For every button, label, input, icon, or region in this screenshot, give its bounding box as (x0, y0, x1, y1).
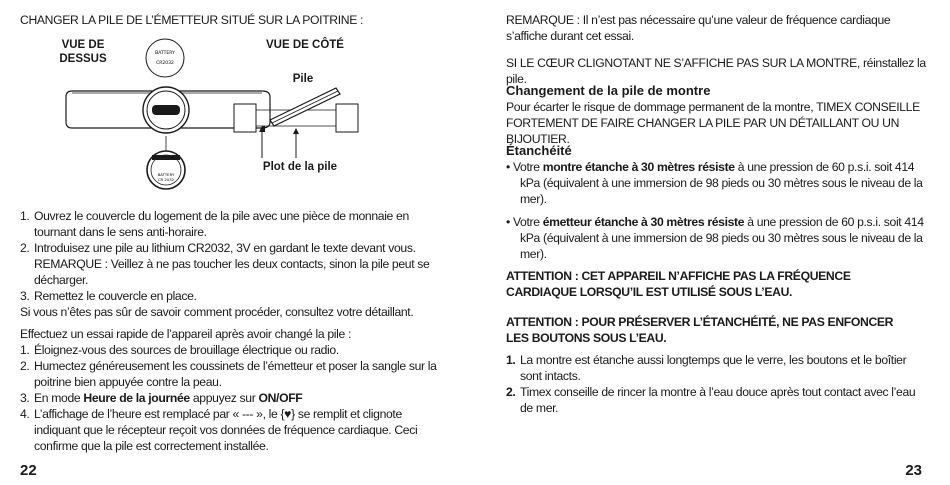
test-step: 4. L’affichage de l’heure est remplacé par « --- », le {♥} se remplit et clignote indiquant que le récepteur reçoit vos données de fréquence cardiaque. Ceci confirme que la pile est correctement installée. (20, 407, 418, 453)
contact-label: Plot de la pile (262, 161, 338, 173)
install-step: 1. Ouvrez le couvercle du logement de la pile avec une pièce de monnaie en tournant dans le sens anti-horaire. (20, 209, 409, 239)
install-remark: REMARQUE : Veillez à ne pas toucher les deux contacts, sinon la pile peut se décharger. (34, 257, 430, 287)
test-intro: Effectuez un essai rapide de l’appareil après avoir changé la pile : (20, 327, 351, 341)
test-step: 3. En mode Heure de la journée appuyez sur ON/OFF (20, 391, 303, 405)
battery-diagram (0, 30, 475, 208)
battery-change-title: Changement de la pile de montre (506, 83, 711, 98)
install-step: 2. Introduisez une pile au lithium CR2032, 3V en gardant le texte devant vous. (20, 241, 416, 255)
test-step: 2. Humectez généreusement les coussinets de l’émetteur et poser la sangle sur la poitrine bien appuyée contre la peau. (20, 359, 437, 389)
final-step: 2. Timex conseille de rincer la montre à l’eau douce après tout contact avec l’eau de mer. (506, 385, 916, 415)
install-steps (20, 208, 440, 304)
battery-change-heading: CHANGER LA PILE DE L’ÉMETTEUR SITUÉ SUR LA POITRINE : (20, 13, 364, 27)
water-title: Étanchéité (506, 143, 572, 158)
unsure-note: Si vous n’êtes pas sûr de savoir comment procéder, consultez votre détaillant. (20, 305, 414, 319)
water-bullet: • Votre émetteur étanche à 30 mètres résiste à une pression de 60 p.s.i. soit 414 kPa (équivalent à une immersion de 98 pieds ou 30 mètres sous le niveau de la mer). (506, 215, 924, 261)
warning-underwater: ATTENTION : CET APPAREIL N’AFFICHE PAS LA FRÉQUENCE CARDIAQUE LORSQU’IL EST UTILISÉ SOUS L’EAU. (506, 269, 851, 299)
warning-buttons: ATTENTION : POUR PRÉSERVER L’ÉTANCHÉITÉ, NE PAS ENFONCER LES BOUTONS SOUS L’EAU. (506, 315, 894, 345)
side-view-label: VUE DE CÔTÉ (266, 39, 344, 51)
battery-label: Pile (292, 73, 314, 85)
page-number: 23 (905, 462, 922, 479)
cap-text-2: CR2032 (156, 61, 174, 66)
cap-text-1: BATTERY (155, 51, 175, 56)
diagram-drawing (0, 30, 475, 208)
heart-note: SI LE CŒUR CLIGNOTANT NE S’AFFICHE PAS SUR LA MONTRE, réinstallez la pile. (506, 56, 926, 86)
small-cap-text-1: BATTERY (157, 172, 175, 177)
battery-change-text: Pour écarter le risque de dommage permanent de la montre, TIMEX CONSEILLE FORTEMENT DE FAIRE CHANGER LA PILE PAR UN DÉTAILLANT OU UN BIJOUTIER. (506, 100, 920, 146)
page-number: 22 (20, 462, 37, 479)
install-step: 3. Remettez le couvercle en place. (20, 289, 197, 303)
small-cap-text-2: CR 2032 (157, 177, 175, 182)
right-page (475, 0, 950, 485)
top-view-label: VUE DE DESSUS (59, 39, 107, 65)
final-steps (506, 352, 926, 416)
test-step: 1. Éloignez-vous des sources de brouillage électrique ou radio. (20, 343, 339, 357)
remark-text: REMARQUE : Il n’est pas nécessaire qu’une valeur de fréquence cardiaque s’affiche durant cet essai. (506, 13, 891, 43)
final-step: 1. La montre est étanche aussi longtemps que le verre, les boutons et le boîtier sont intacts. (506, 353, 907, 383)
water-bullet: • Votre montre étanche à 30 mètres résiste à une pression de 60 p.s.i. soit 414 kPa (équivalent à une immersion de 98 pieds ou 30 mètres sous le niveau de la mer). (506, 160, 923, 206)
test-steps (20, 342, 440, 454)
